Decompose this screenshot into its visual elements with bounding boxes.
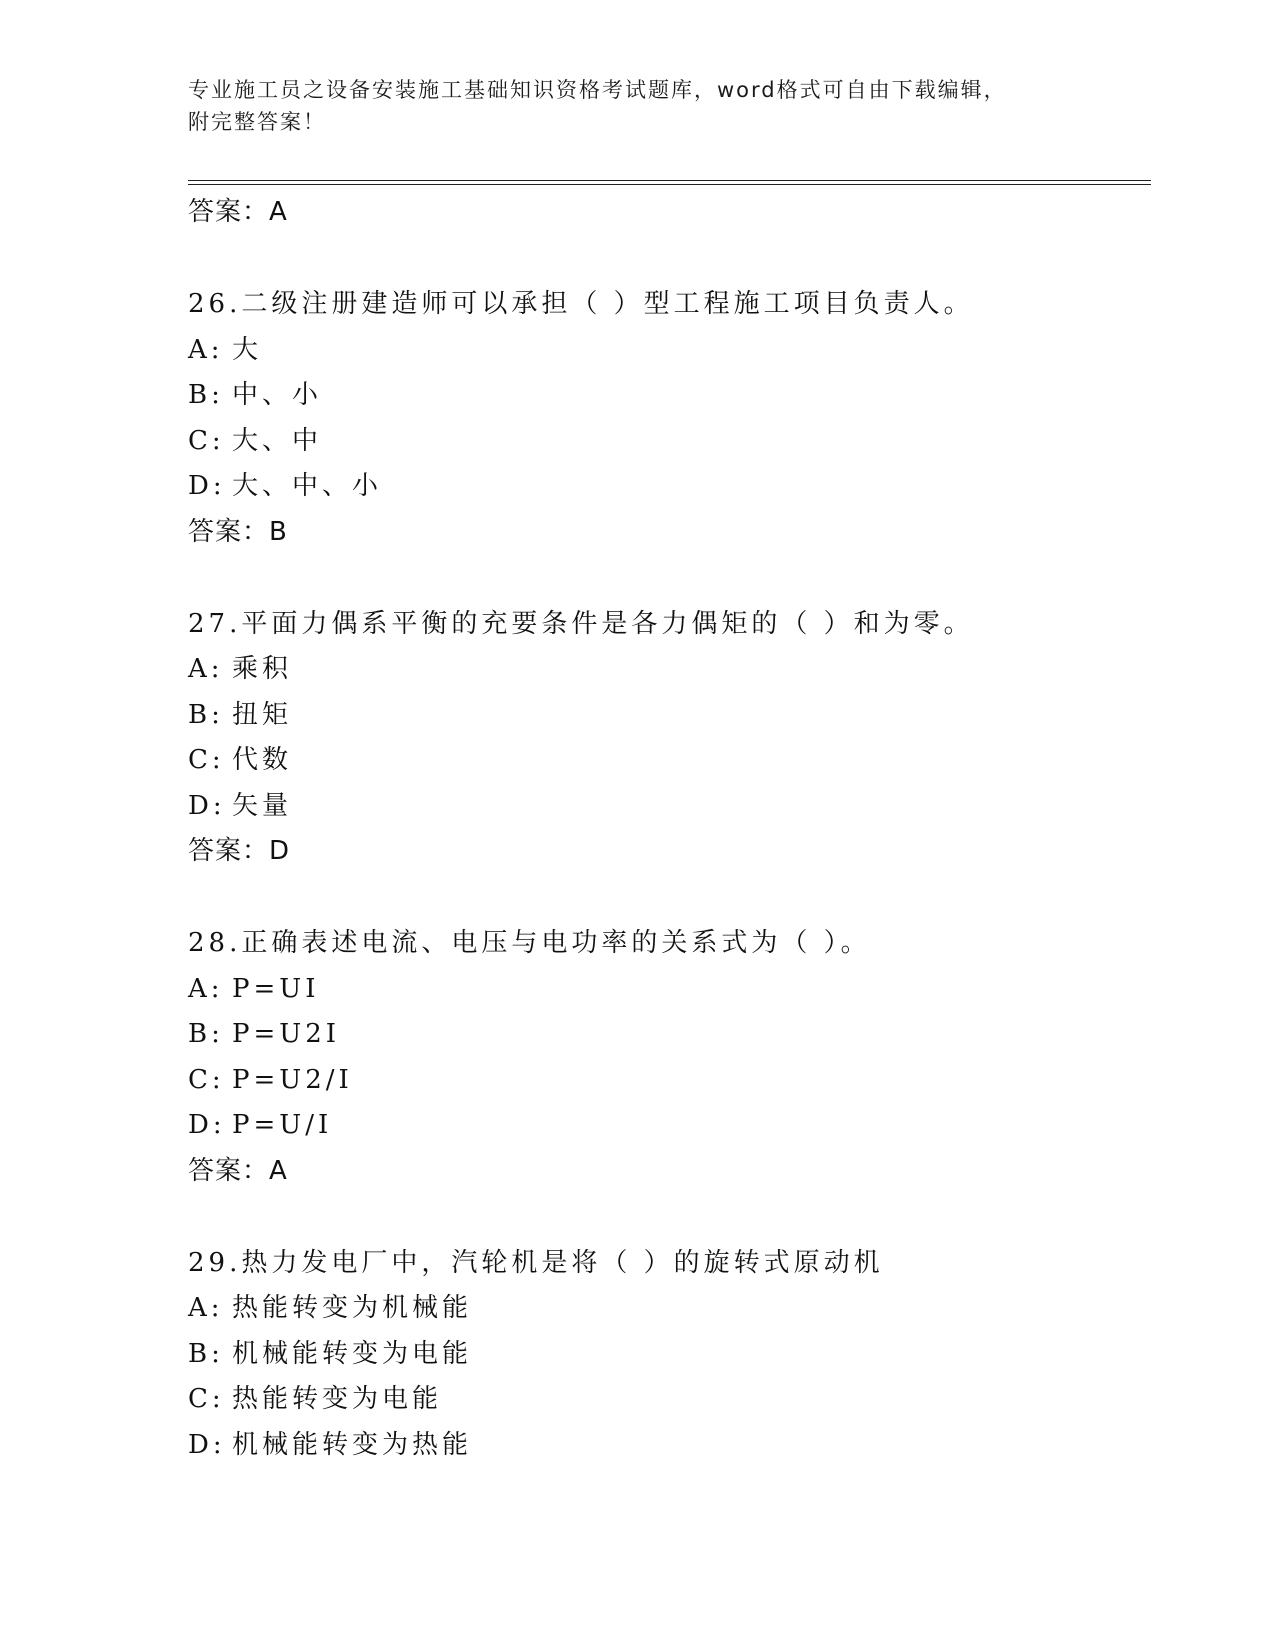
option-text: 机械能转变为热能 [232, 1429, 473, 1460]
spacer [188, 1194, 1151, 1241]
option-d [188, 464, 1151, 510]
option-key: C: [188, 745, 225, 775]
option-a [188, 647, 1151, 693]
option-text: P=U2I [232, 1019, 341, 1049]
option-text: 扭矩 [232, 699, 293, 730]
question-block [188, 602, 1151, 875]
header-rule-top [188, 180, 1151, 181]
option-key: A: [188, 973, 224, 1004]
option-key: D: [188, 1110, 226, 1140]
option-key: C: [188, 1384, 225, 1414]
option-key: B: [188, 1338, 224, 1369]
option-text: 热能转变为电能 [232, 1384, 443, 1414]
option-key: A: [188, 334, 224, 365]
answer-line: 答案：B [188, 516, 288, 547]
option-key: D: [188, 471, 226, 501]
question-block [188, 921, 1151, 1194]
answer-line: 答案：A [188, 197, 288, 227]
option-a [188, 1286, 1151, 1332]
option-d [188, 784, 1151, 830]
option-text: 大 [232, 334, 263, 365]
option-text: 热能转变为机械能 [232, 1293, 473, 1323]
option-key: C: [188, 1064, 225, 1095]
question-list [188, 190, 1151, 1468]
option-text: 机械能转变为电能 [232, 1338, 473, 1369]
question-title: 26.二级注册建造师可以承担（ ）型工程施工项目负责人。 [188, 289, 974, 319]
option-b [188, 1332, 1151, 1378]
option-key: B: [188, 1019, 224, 1049]
question-title: 28.正确表述电流、电压与电功率的关系式为（ ）。 [188, 928, 871, 958]
spacer [188, 235, 1151, 282]
answer-line: 答案：D [188, 836, 291, 866]
question-block [188, 1241, 1151, 1469]
option-text: 大、中、小 [232, 471, 383, 501]
option-key: A: [188, 654, 224, 684]
option-b [188, 693, 1151, 739]
option-text: P=U/I [232, 1110, 333, 1140]
option-key: D: [188, 790, 226, 821]
option-a [188, 967, 1151, 1013]
option-key: B: [188, 380, 224, 410]
question-title: 27.平面力偶系平衡的充要条件是各力偶矩的（ ）和为零。 [188, 608, 974, 639]
option-c [188, 1377, 1151, 1423]
option-a [188, 328, 1151, 374]
answer-line: 答案：A [188, 1155, 288, 1186]
option-b [188, 373, 1151, 419]
option-d [188, 1103, 1151, 1149]
option-key: D: [188, 1429, 226, 1460]
option-text: P=UI [232, 973, 320, 1004]
spacer [188, 555, 1151, 602]
question-title: 29.热力发电厂中，汽轮机是将（ ）的旋转式原动机 [188, 1247, 884, 1278]
option-d [188, 1423, 1151, 1469]
option-c [188, 1058, 1151, 1104]
option-text: 矢量 [232, 790, 293, 821]
spacer [188, 874, 1151, 921]
header-rule-bottom [188, 184, 1151, 185]
option-text: 乘积 [232, 654, 293, 684]
header-line-1: 专业施工员之设备安装施工基础知识资格考试题库，word格式可自由下载编辑， [188, 78, 1007, 102]
option-text: 中、小 [232, 380, 323, 410]
option-key: C: [188, 425, 225, 456]
option-key: B: [188, 699, 224, 730]
option-text: P=U2/I [232, 1064, 353, 1095]
option-text: 代数 [232, 745, 293, 775]
option-c [188, 738, 1151, 784]
option-b [188, 1012, 1151, 1058]
option-key: A: [188, 1293, 224, 1323]
option-text: 大、中 [232, 425, 323, 456]
header-line-2: 附完整答案！ [188, 110, 326, 134]
option-c [188, 419, 1151, 465]
page-header [188, 74, 1088, 138]
question-block [188, 282, 1151, 555]
